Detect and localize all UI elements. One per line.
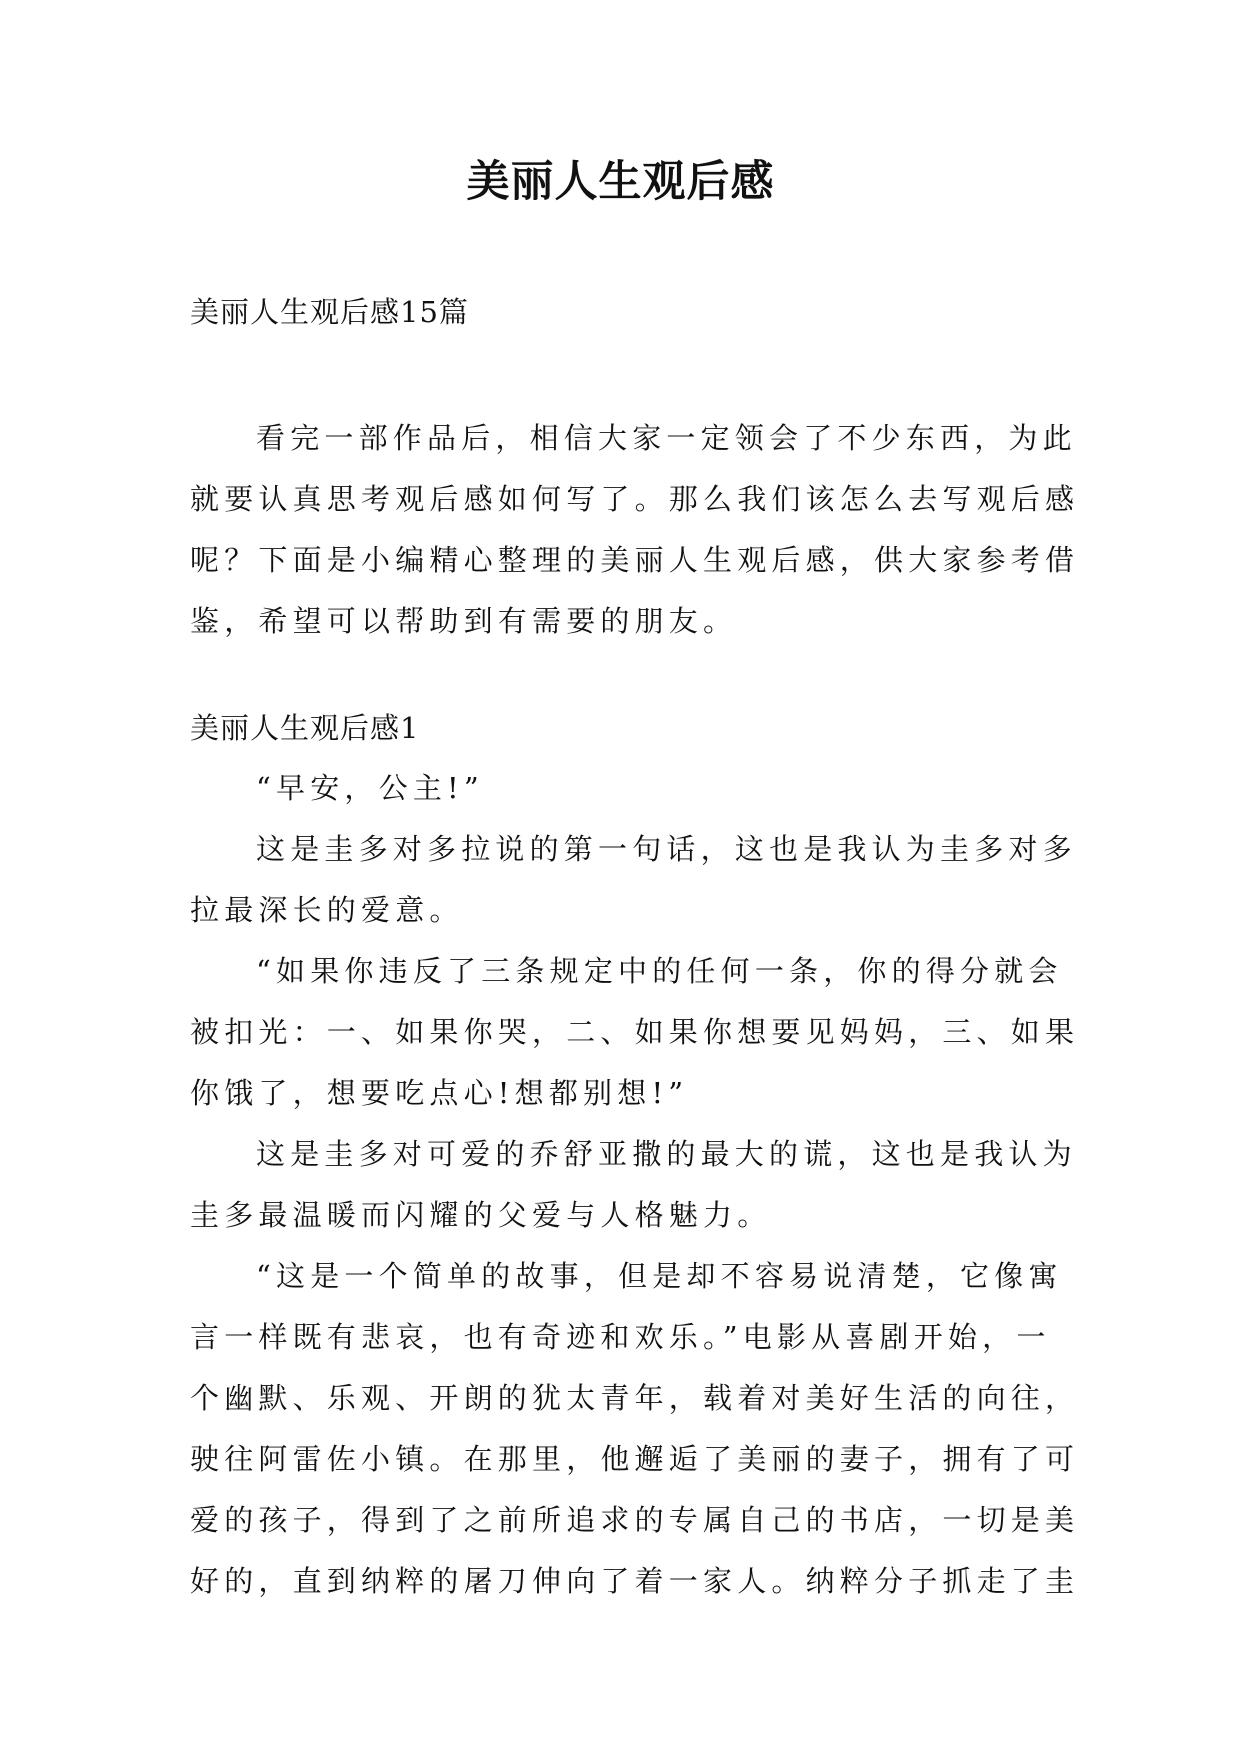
body-line: 这是圭多对可爱的乔舒亚撒的最大的谎，这也是我认为	[256, 1137, 1077, 1171]
body-line: 这是圭多对多拉说的第一句话，这也是我认为圭多对多	[256, 832, 1077, 866]
body-line: 被扣光：一、如果你哭，二、如果你想要见妈妈，三、如果	[190, 1015, 1080, 1049]
body-line: “这是一个简单的故事，但是却不容易说清楚，它像寓	[256, 1259, 1063, 1293]
body-line: 个幽默、乐观、开朗的犹太青年，载着对美好生活的向往，	[190, 1381, 1080, 1415]
body-line: 好的，直到纳粹的屠刀伸向了着一家人。纳粹分子抓走了圭	[190, 1564, 1080, 1598]
intro-line: 看完一部作品后，相信大家一定领会了不少东西，为此	[256, 421, 1077, 455]
intro-line: 呢？下面是小编精心整理的美丽人生观后感，供大家参考借	[190, 543, 1080, 577]
intro-line: 鉴，希望可以帮助到有需要的朋友。	[190, 604, 738, 638]
body-line: 爱的孩子，得到了之前所追求的专属自己的书店，一切是美	[190, 1503, 1080, 1537]
body-line: 驶往阿雷佐小镇。在那里，他邂逅了美丽的妻子，拥有了可	[190, 1442, 1080, 1476]
body-line: 拉最深长的爱意。	[190, 893, 464, 927]
intro-line: 就要认真思考观后感如何写了。那么我们该怎么去写观后感	[190, 482, 1080, 516]
body-line: 你饿了，想要吃点心!想都别想!”	[190, 1076, 689, 1110]
document-title: 美丽人生观后感	[466, 157, 775, 207]
body-line: 言一样既有悲哀，也有奇迹和欢乐。”电影从喜剧开始，一	[190, 1320, 1051, 1354]
body-line: “如果你违反了三条规定中的任何一条，你的得分就会	[256, 954, 1063, 988]
body-line: 圭多最温暖而闪耀的父爱与人格魅力。	[190, 1198, 772, 1232]
body-line: “早安，公主!”	[256, 771, 484, 805]
section-body	[190, 758, 1080, 1612]
document-subtitle: 美丽人生观后感15篇	[190, 295, 469, 329]
intro-paragraph	[190, 408, 1080, 652]
section-heading: 美丽人生观后感1	[190, 711, 420, 745]
